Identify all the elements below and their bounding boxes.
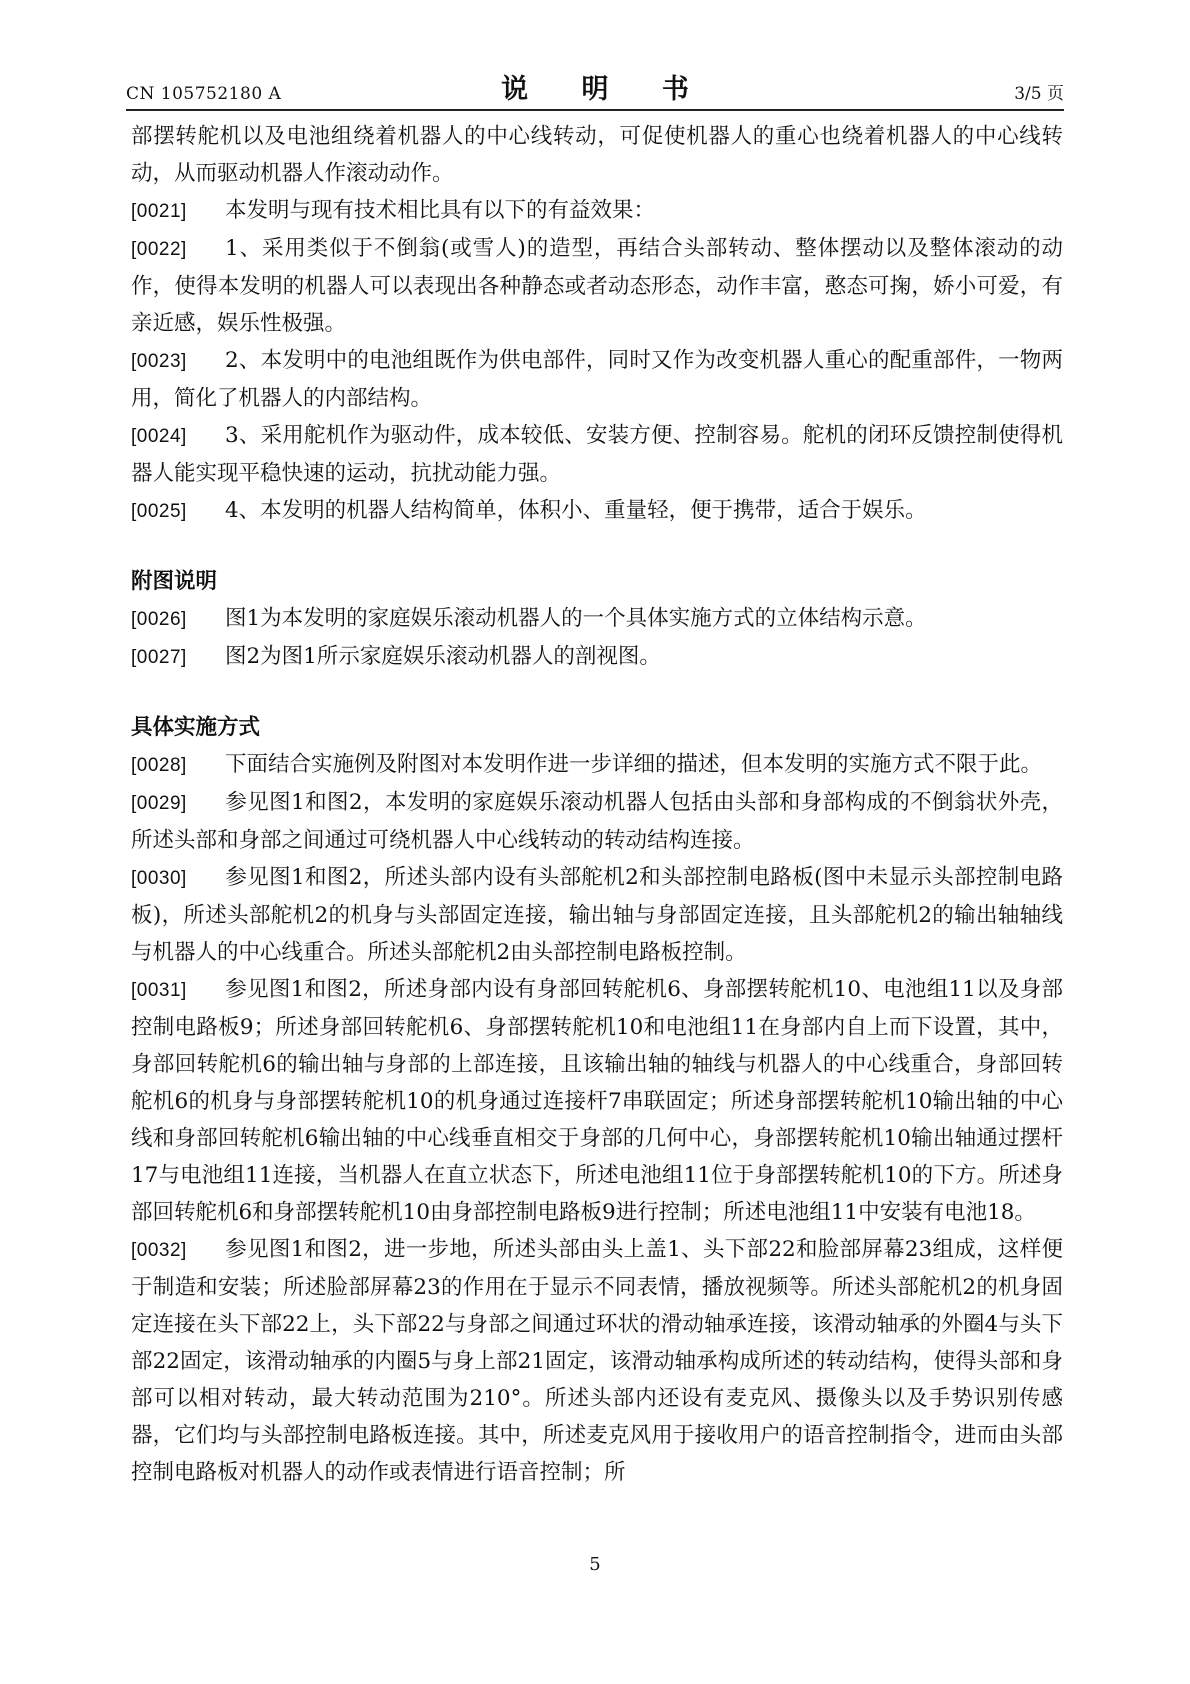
paragraph-number: [0025] — [131, 501, 187, 522]
page-footer — [0, 1554, 1190, 1575]
paragraph-text: 3、采用舵机作为驱动件，成本较低、安装方便、控制容易。舵机的闭环反馈控制使得机器人能实现平稳快速的运动，抗扰动能力强。 — [131, 423, 1063, 486]
paragraph-text: 本发明与现有技术相比具有以下的有益效果： — [225, 198, 656, 223]
paragraph-0025 — [131, 492, 1063, 530]
paragraph-text: 4、本发明的机器人结构简单，体积小、重量轻，便于携带，适合于娱乐。 — [225, 498, 927, 523]
paragraph-text: 参见图1和图2，所述身部内设有身部回转舵机6、身部摆转舵机10、电池组11以及身部控制电路板9；所述身部回转舵机6、身部摆转舵机10和电池组11在身部内自上而下设置，其中，身部回转舵机6的输出轴与身部的上部连接，且该输出轴的轴线与机器人的中心线重合，身部回转舵机6的机身与身部摆转舵机10的机身通过连接杆7串联固定；所述身部摆转舵机10输出轴的中心线和身部回转舵机6输出轴的中心线垂直相交于身部的几何中心，身部摆转舵机10输出轴通过摆杆17与电池组11连接，当机器人在直立状态下，所述电池组11位于身部摆转舵机10的下方。所述身部回转舵机6和身部摆转舵机10由身部控制电路板9进行控制；所述电池组11中安装有电池18。 — [131, 977, 1063, 1225]
paragraph-number: [0030] — [131, 868, 187, 889]
paragraph-number: [0026] — [131, 609, 187, 630]
section-title-embodiment: 具体实施方式 — [131, 715, 261, 740]
paragraph-text: 图2为图1所示家庭娱乐滚动机器人的剖视图。 — [225, 644, 661, 669]
paragraph-number: [0024] — [131, 426, 187, 447]
paragraph-0028 — [131, 746, 1063, 784]
paragraph-number: [0031] — [131, 980, 187, 1001]
page-number: 5 — [589, 1554, 601, 1575]
paragraph-0029 — [131, 784, 1063, 859]
page-header — [126, 68, 1064, 108]
paragraph-text: 1、采用类似于不倒翁(或雪人)的造型，再结合头部转动、整体摆动以及整体滚动的动作，使得本发明的机器人可以表现出各种静态或者动态形态，动作丰富，憨态可掬，娇小可爱，有亲近感，娱乐性极强。 — [131, 236, 1063, 336]
paragraph-number: [0022] — [131, 239, 187, 260]
section-title-figures: 附图说明 — [131, 569, 218, 594]
paragraph-number: [0021] — [131, 201, 187, 222]
paragraph-0023 — [131, 342, 1063, 417]
continuation-paragraph: 部摆转舵机以及电池组绕着机器人的中心线转动，可促使机器人的重心也绕着机器人的中心线转动，从而驱动机器人作滚动动作。 — [131, 124, 1063, 186]
paragraph-0030 — [131, 859, 1063, 971]
paragraph-text: 参见图1和图2，所述头部内设有头部舵机2和头部控制电路板(图中未显示头部控制电路板)，所述头部舵机2的机身与头部固定连接，输出轴与身部固定连接，且头部舵机2的输出轴轴线与机器人的中心线重合。所述头部舵机2由头部控制电路板控制。 — [131, 865, 1063, 965]
paragraph-number: [0027] — [131, 647, 187, 668]
paragraph-number: [0032] — [131, 1240, 187, 1261]
patent-number: CN 105752180 A — [126, 84, 282, 104]
paragraph-0024 — [131, 417, 1063, 492]
document-body — [131, 118, 1063, 1491]
paragraph-0027 — [131, 638, 1063, 676]
paragraph-0032 — [131, 1231, 1063, 1491]
paragraph-0021 — [131, 192, 1063, 230]
paragraph-number: [0023] — [131, 351, 187, 372]
paragraph-0022 — [131, 230, 1063, 342]
section-gap — [131, 530, 1063, 563]
paragraph-text: 下面结合实施例及附图对本发明作进一步详细的描述，但本发明的实施方式不限于此。 — [225, 752, 1043, 777]
paragraph-text: 参见图1和图2，进一步地，所述头部由头上盖1、头下部22和脸部屏幕23组成，这样便于制造和安装；所述脸部屏幕23的作用在于显示不同表情，播放视频等。所述头部舵机2的机身固定连接在头下部22上，头下部22与身部之间通过环状的滑动轴承连接，该滑动轴承的外圈4与头下部22固定，该滑动轴承的内圈5与身上部21固定，该滑动轴承构成所述的转动结构，使得头部和身部可以相对转动，最大转动范围为210°。所述头部内还设有麦克风、摄像头以及手势识别传感器，它们均与头部控制电路板连接。其中，所述麦克风用于接收用户的语音控制指令，进而由头部控制电路板对机器人的动作或表情进行语音控制；所 — [131, 1237, 1063, 1485]
paragraph-text: 2、本发明中的电池组既作为供电部件，同时又作为改变机器人重心的配重部件，一物两用，简化了机器人的内部结构。 — [131, 348, 1063, 411]
paragraph-0026 — [131, 600, 1063, 638]
page-indicator: 3/5 页 — [1014, 84, 1064, 104]
document-title: 说 明 书 — [501, 74, 711, 105]
paragraph-text: 参见图1和图2，本发明的家庭娱乐滚动机器人包括由头部和身部构成的不倒翁状外壳，所述头部和身部之间通过可绕机器人中心线转动的转动结构连接。 — [131, 790, 1063, 853]
section-gap — [131, 676, 1063, 709]
paragraph-text: 图1为本发明的家庭娱乐滚动机器人的一个具体实施方式的立体结构示意。 — [225, 606, 927, 631]
header-rule — [126, 109, 1064, 111]
paragraph-number: [0029] — [131, 793, 187, 814]
paragraph-0031 — [131, 971, 1063, 1231]
paragraph-number: [0028] — [131, 755, 187, 776]
